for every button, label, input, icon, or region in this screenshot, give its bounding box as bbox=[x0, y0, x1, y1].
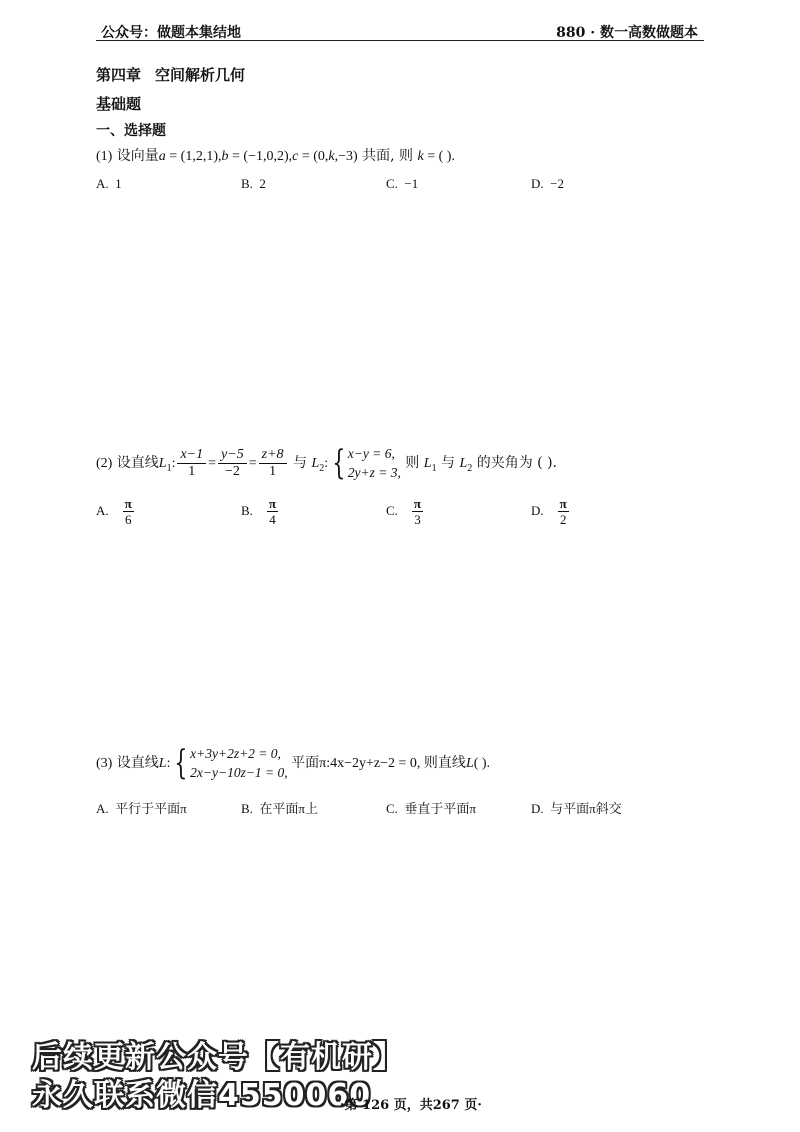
math-sub: 1 bbox=[166, 462, 172, 474]
option-text: 与平面π斜交 bbox=[550, 801, 622, 816]
math-text: : bbox=[324, 456, 329, 471]
system-line: 2x−y−10z−1 = 0, bbox=[190, 765, 288, 780]
math-var: L bbox=[465, 756, 474, 771]
pi-fraction bbox=[123, 496, 134, 528]
fraction-num: π bbox=[268, 496, 277, 511]
option-letter: C. bbox=[386, 176, 398, 191]
fraction-den: −2 bbox=[224, 463, 240, 479]
math-text: = (1,2,1), bbox=[165, 149, 222, 164]
option-a[interactable] bbox=[96, 496, 134, 528]
fraction-num: π bbox=[124, 496, 132, 511]
header-left: 公众号：做题本集结地 bbox=[101, 25, 241, 41]
option-text: 1 bbox=[115, 176, 122, 191]
option-letter: D. bbox=[531, 176, 544, 191]
math-text: = (−1,0,2), bbox=[228, 149, 293, 164]
question-text: 与 bbox=[288, 455, 312, 471]
question-text: 与 bbox=[436, 455, 460, 471]
question-1 bbox=[96, 145, 455, 165]
fraction-den: 2 bbox=[559, 512, 567, 527]
fraction-num: z+8 bbox=[259, 447, 287, 464]
math-text: = bbox=[208, 456, 217, 471]
math-var: L bbox=[459, 456, 468, 471]
system-line: 2y+z = 3, bbox=[347, 465, 401, 480]
question-text: 共面, 则 bbox=[357, 148, 418, 164]
question-number: (2) bbox=[96, 456, 113, 471]
math-var: k bbox=[328, 149, 335, 164]
section-heading: 基础题 bbox=[96, 95, 142, 113]
option-letter: B. bbox=[241, 502, 253, 518]
option-text: 平行于平面π bbox=[115, 801, 187, 816]
math-var: L bbox=[311, 456, 320, 471]
question-number: (3) bbox=[96, 756, 113, 771]
option-letter: B. bbox=[241, 801, 253, 816]
math-text: = ( ). bbox=[423, 149, 455, 164]
chapter-title: 空间解析几何 bbox=[155, 66, 246, 84]
system-line: x+3y+2z+2 = 0, bbox=[190, 746, 281, 761]
option-b[interactable] bbox=[241, 496, 278, 528]
fraction-den: 6 bbox=[124, 512, 132, 527]
option-letter: D. bbox=[531, 502, 544, 518]
subsection-heading: 一、选择题 bbox=[96, 123, 166, 139]
pi-fraction bbox=[412, 496, 423, 528]
math-var: L bbox=[158, 456, 167, 471]
math-var: a bbox=[158, 149, 166, 164]
option-letter: A. bbox=[96, 801, 109, 816]
math-sub: 2 bbox=[319, 462, 325, 474]
option-c[interactable] bbox=[386, 176, 418, 192]
option-text: −2 bbox=[550, 176, 564, 191]
fraction bbox=[259, 447, 287, 480]
equation-system: { x−y = 6, 2y+z = 3, bbox=[332, 443, 401, 483]
header-rule bbox=[96, 40, 704, 41]
fraction-num: π bbox=[559, 496, 567, 511]
fraction bbox=[218, 447, 247, 480]
option-d[interactable] bbox=[531, 176, 564, 192]
option-letter: C. bbox=[386, 801, 398, 816]
watermark-line-1: 后续更新公众号【有机研】 bbox=[32, 1040, 404, 1075]
question-text: 设直线 bbox=[116, 755, 159, 771]
header-right: 880 · 数一高数做题本 bbox=[556, 25, 698, 41]
option-letter: A. bbox=[96, 176, 109, 191]
option-text: −1 bbox=[404, 176, 419, 191]
watermark-line-2: 永久联系微信4550060 bbox=[32, 1078, 372, 1113]
question-text: 平面π:4x−2y+z−2 = 0, 则直线 bbox=[287, 756, 466, 771]
math-var: L bbox=[423, 456, 432, 471]
question-text: 则 bbox=[400, 455, 424, 471]
question-text: 设向量 bbox=[116, 148, 159, 164]
option-letter: C. bbox=[386, 502, 398, 518]
option-letter: B. bbox=[241, 176, 253, 191]
math-sub: 2 bbox=[467, 462, 473, 474]
option-b[interactable] bbox=[241, 798, 318, 817]
option-letter: D. bbox=[531, 801, 544, 816]
option-c[interactable] bbox=[386, 496, 423, 528]
math-sub: 1 bbox=[431, 462, 437, 474]
question-text: 的夹角为 ( ). bbox=[472, 455, 557, 471]
option-letter: A. bbox=[96, 502, 109, 518]
math-text: = (0, bbox=[298, 149, 329, 164]
math-var: L bbox=[158, 756, 167, 771]
chapter-number: 第四章 bbox=[96, 66, 142, 84]
option-text: 在平面π上 bbox=[259, 801, 318, 816]
math-var: k bbox=[417, 149, 424, 164]
question-number: (1) bbox=[96, 149, 113, 164]
option-text: 2 bbox=[259, 176, 266, 191]
pi-fraction bbox=[267, 496, 278, 528]
fraction-den: 1 bbox=[269, 463, 277, 479]
option-a[interactable] bbox=[96, 176, 122, 192]
fraction-num: π bbox=[413, 496, 422, 511]
math-var: c bbox=[292, 149, 299, 164]
fraction-den: 3 bbox=[414, 512, 421, 527]
equation-system: { x+3y+2z+2 = 0, 2x−y−10z−1 = 0, bbox=[174, 743, 288, 783]
option-text: 垂直于平面π bbox=[404, 801, 476, 816]
math-text: : bbox=[171, 456, 176, 471]
math-text: ( ). bbox=[473, 756, 491, 771]
fraction-num: y−5 bbox=[218, 447, 247, 464]
math-text: ,−3) bbox=[334, 149, 358, 164]
option-c[interactable] bbox=[386, 798, 476, 817]
math-var: b bbox=[221, 149, 229, 164]
question-2 bbox=[96, 444, 557, 482]
fraction-den: 4 bbox=[269, 512, 276, 527]
option-b[interactable] bbox=[241, 176, 266, 192]
system-line: x−y = 6, bbox=[347, 446, 395, 461]
page-footer: ·第 126 页，共267 页· bbox=[340, 1098, 482, 1113]
fraction bbox=[177, 447, 206, 480]
pi-fraction bbox=[558, 496, 569, 528]
question-text: 设直线 bbox=[116, 455, 159, 471]
math-text: : bbox=[166, 756, 171, 771]
fraction-den: 1 bbox=[188, 463, 196, 479]
option-d[interactable] bbox=[531, 496, 569, 528]
fraction-num: x−1 bbox=[177, 447, 206, 464]
question-3 bbox=[96, 744, 490, 782]
option-a[interactable] bbox=[96, 798, 187, 817]
chapter-heading bbox=[96, 64, 245, 85]
option-d[interactable] bbox=[531, 798, 622, 817]
math-text: = bbox=[248, 456, 257, 471]
